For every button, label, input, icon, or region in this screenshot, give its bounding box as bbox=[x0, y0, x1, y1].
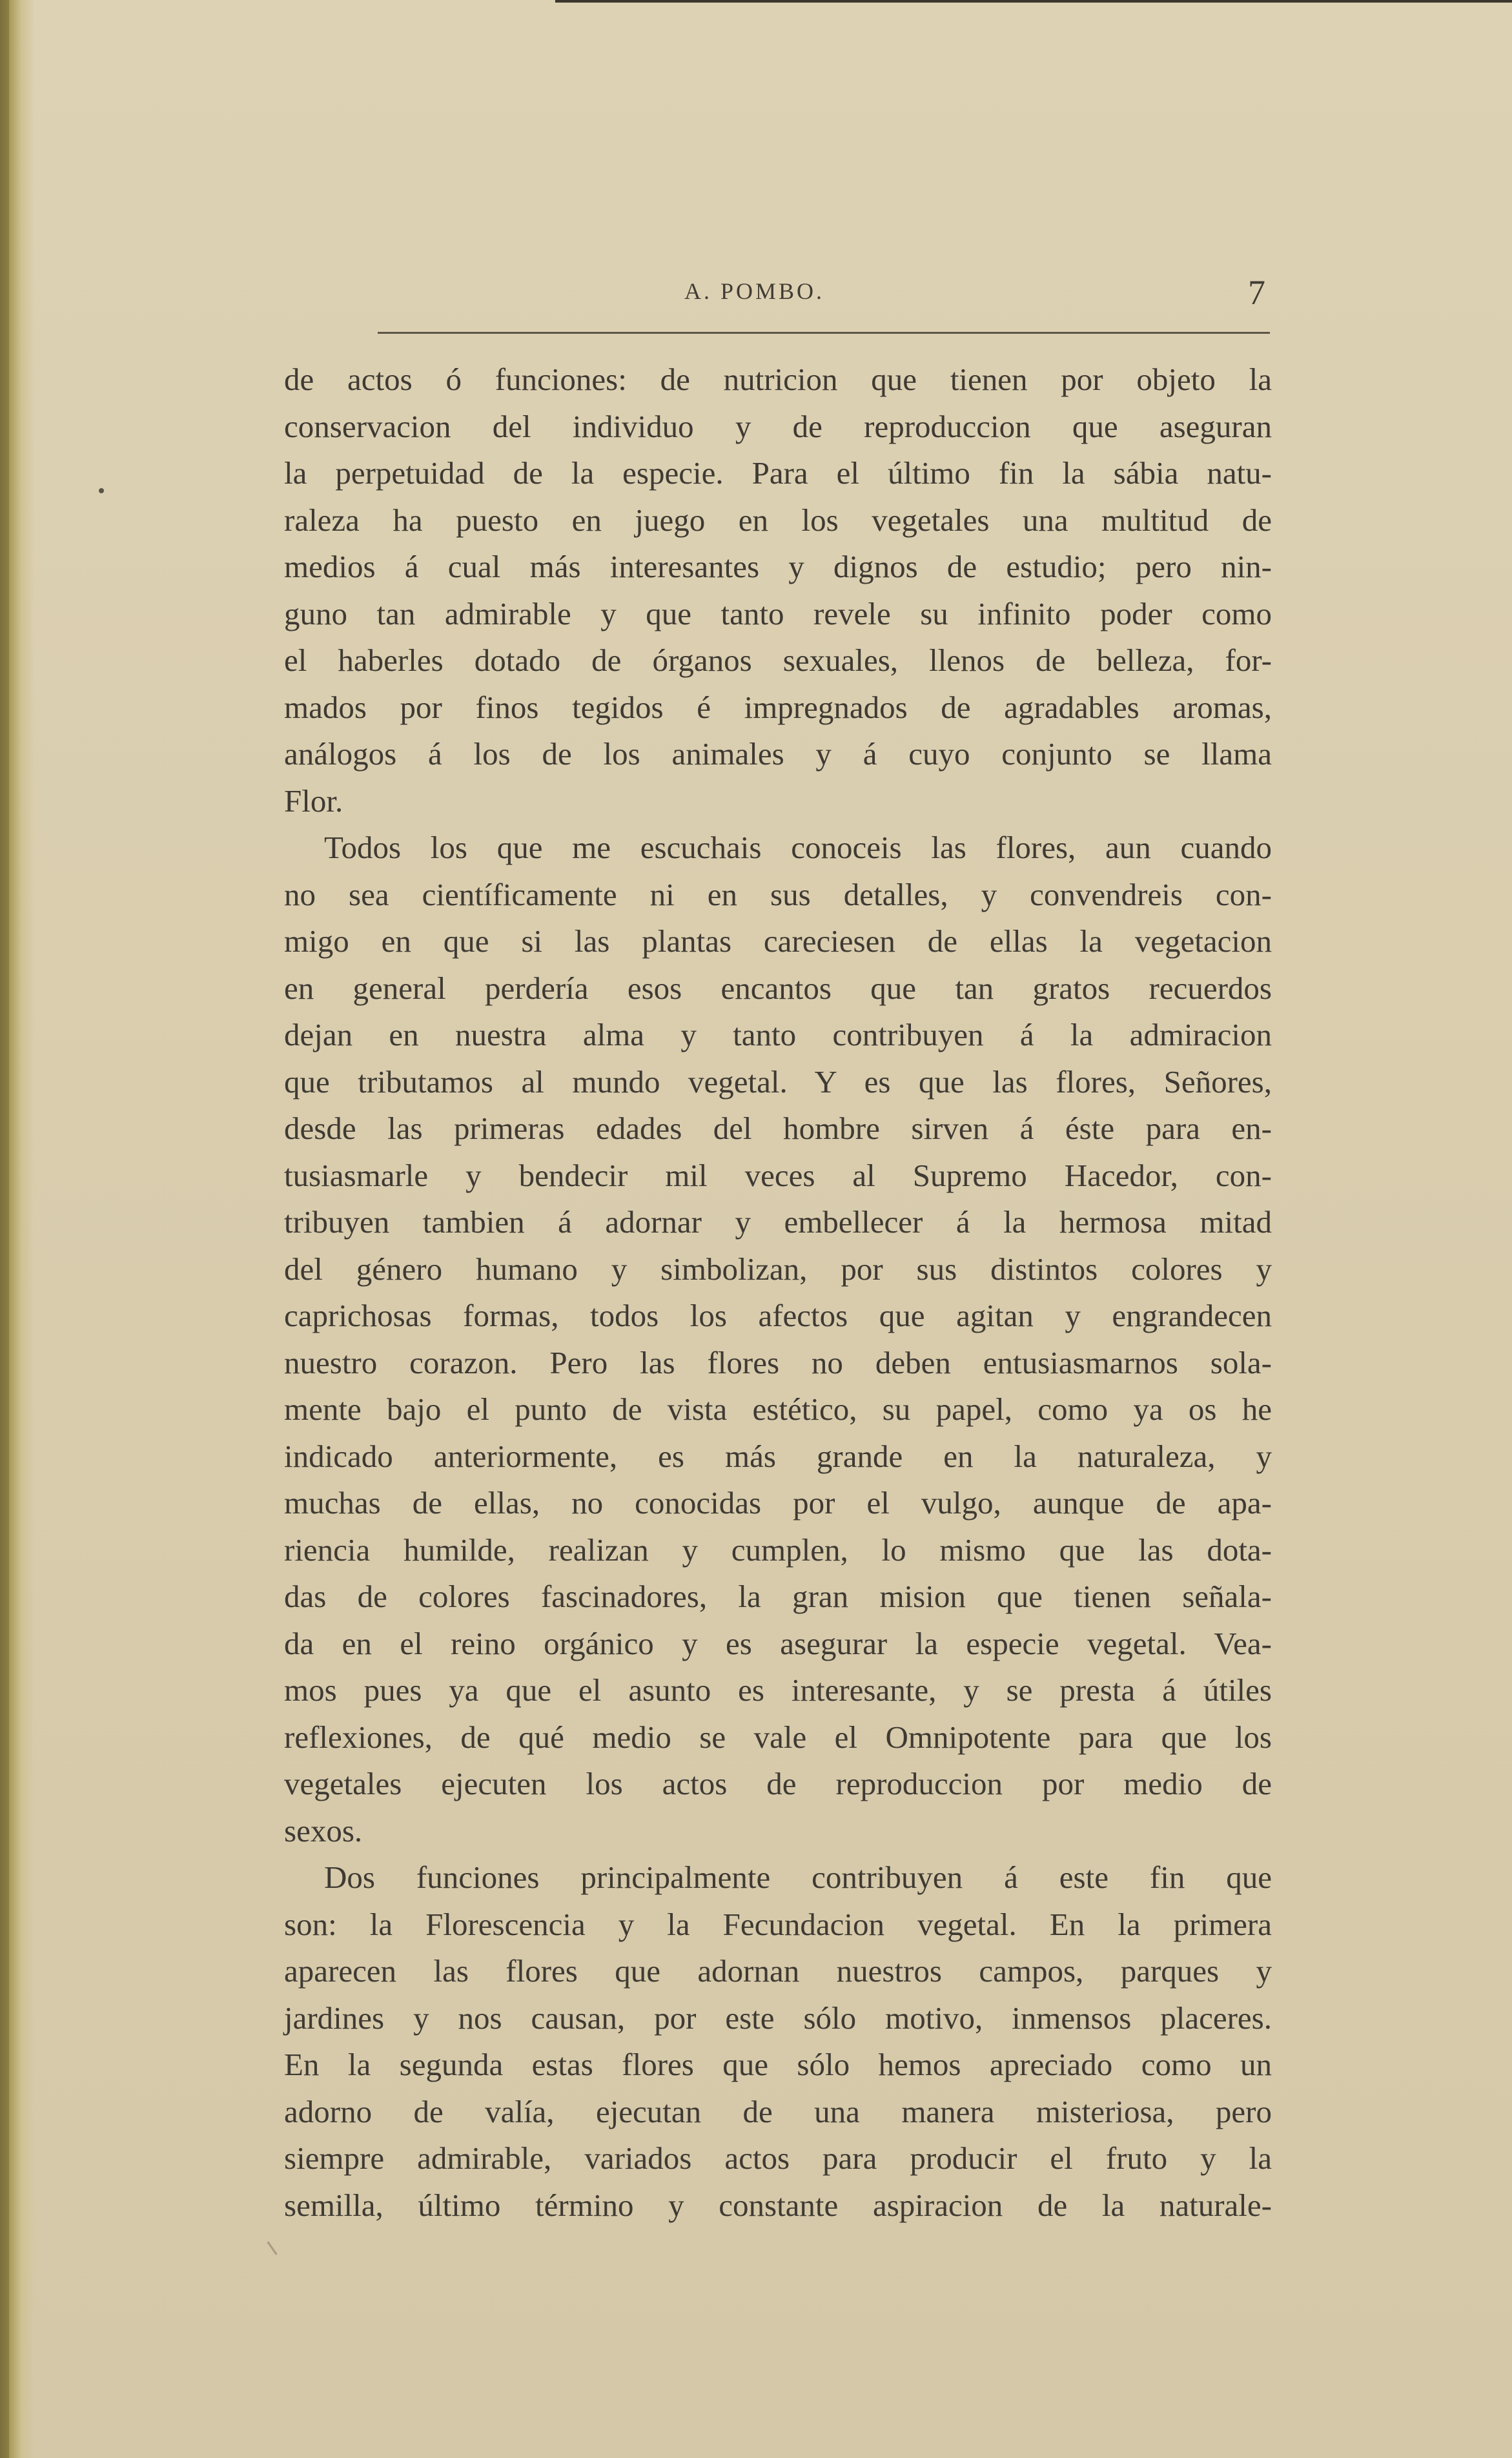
page-header bbox=[684, 273, 1265, 316]
text-line: En la segunda estas flores que sólo hemos apreciado como un bbox=[284, 2047, 1272, 2082]
text-line: el haberles dotado de órganos sexuales, llenos de belleza, for- bbox=[284, 642, 1272, 678]
text-line: raleza ha puesto en juego en los vegetales una multitud de bbox=[284, 502, 1272, 538]
text-line: migo en que si las plantas careciesen de ellas la vegetacion bbox=[284, 923, 1272, 959]
text-line: la perpetuidad de la especie. Para el último fin la sábia natu- bbox=[284, 455, 1272, 491]
text-line: semilla, último término y constante aspiracion de la naturale- bbox=[284, 2187, 1272, 2223]
text-line: de actos ó funciones: de nutricion que tienen por objeto la bbox=[284, 362, 1272, 397]
text-line: vegetales ejecuten los actos de reproduccion por medio de bbox=[284, 1766, 1272, 1801]
paper-speck bbox=[267, 2241, 277, 2255]
text-line: que tributamos al mundo vegetal. Y es que las flores, Señores, bbox=[284, 1063, 1272, 1100]
paragraph-start-line: Dos funciones principalmente contribuyen á este fin que bbox=[324, 1859, 1272, 1895]
text-line: siempre admirable, variados actos para producir el fruto y la bbox=[284, 2140, 1272, 2176]
text-line: tusiasmarle y bendecir mil veces al Supremo Hacedor, con- bbox=[284, 1157, 1272, 1193]
text-line: dejan en nuestra alma y tanto contribuyen á la admiracion bbox=[284, 1017, 1272, 1052]
text-line: aparecen las flores que adornan nuestros campos, parques y bbox=[284, 1953, 1272, 1989]
paragraph-start-line: Todos los que me escuchais conoceis las flores, aun cuando bbox=[324, 830, 1272, 865]
text-line: adorno de valía, ejecutan de una manera misteriosa, pero bbox=[284, 2093, 1272, 2129]
text-line: mos pues ya que el asunto es interesante, y se presta á útiles bbox=[284, 1672, 1272, 1708]
text-line: riencia humilde, realizan y cumplen, lo mismo que las dota- bbox=[284, 1531, 1272, 1568]
top-edge-line bbox=[555, 0, 1512, 3]
text-line: jardines y nos causan, por este sólo motivo, inmensos placeres. bbox=[284, 2000, 1272, 2036]
text-line: análogos á los de los animales y á cuyo conjunto se llama bbox=[284, 736, 1272, 772]
text-line: tribuyen tambien á adornar y embellecer á la hermosa mitad bbox=[284, 1204, 1272, 1240]
text-line: mente bajo el punto de vista estético, su papel, como ya os he bbox=[284, 1391, 1272, 1427]
text-line: indicado anteriormente, es más grande en la naturaleza, y bbox=[284, 1438, 1272, 1474]
running-head: A. POMBO. bbox=[684, 278, 825, 304]
text-line: sexos. bbox=[284, 1812, 363, 1849]
body-text bbox=[284, 356, 1272, 2229]
page-number: 7 bbox=[1248, 273, 1265, 312]
text-line: das de colores fascinadores, la gran mision que tienen señala- bbox=[284, 1579, 1272, 1614]
text-line: da en el reino orgánico y es asegurar la especie vegetal. Vea- bbox=[284, 1625, 1272, 1661]
text-line: mados por finos tegidos é impregnados de agradables aromas, bbox=[284, 689, 1272, 725]
header-rule bbox=[378, 332, 1270, 334]
text-line: desde las primeras edades del hombre sirven á éste para en- bbox=[284, 1111, 1272, 1146]
text-line: son: la Florescencia y la Fecundacion vegetal. En la primera bbox=[284, 1906, 1272, 1942]
text-line: del género humano y simbolizan, por sus distintos colores y bbox=[284, 1251, 1272, 1287]
text-line: conservacion del individuo y de reproduccion que aseguran bbox=[284, 408, 1272, 444]
text-line: Flor. bbox=[284, 783, 343, 819]
text-line: medios á cual más interesantes y dignos de estudio; pero nin- bbox=[284, 549, 1272, 584]
text-line: caprichosas formas, todos los afectos que agitan y engrandecen bbox=[284, 1298, 1272, 1333]
text-line: guno tan admirable y que tanto revele su infinito poder como bbox=[284, 595, 1272, 631]
binding-shadow bbox=[0, 0, 9, 2458]
text-line: nuestro corazon. Pero las flores no deben entusiasmarnos sola- bbox=[284, 1344, 1272, 1380]
text-line: no sea científicamente ni en sus detalles, y convendreis con- bbox=[284, 876, 1272, 912]
margin-mark bbox=[99, 488, 104, 493]
text-line: muchas de ellas, no conocidas por el vulgo, aunque de apa- bbox=[284, 1485, 1272, 1521]
text-line: reflexiones, de qué medio se vale el Omnipotente para que los bbox=[284, 1719, 1272, 1755]
text-line: en general perdería esos encantos que tan gratos recuerdos bbox=[284, 970, 1272, 1006]
